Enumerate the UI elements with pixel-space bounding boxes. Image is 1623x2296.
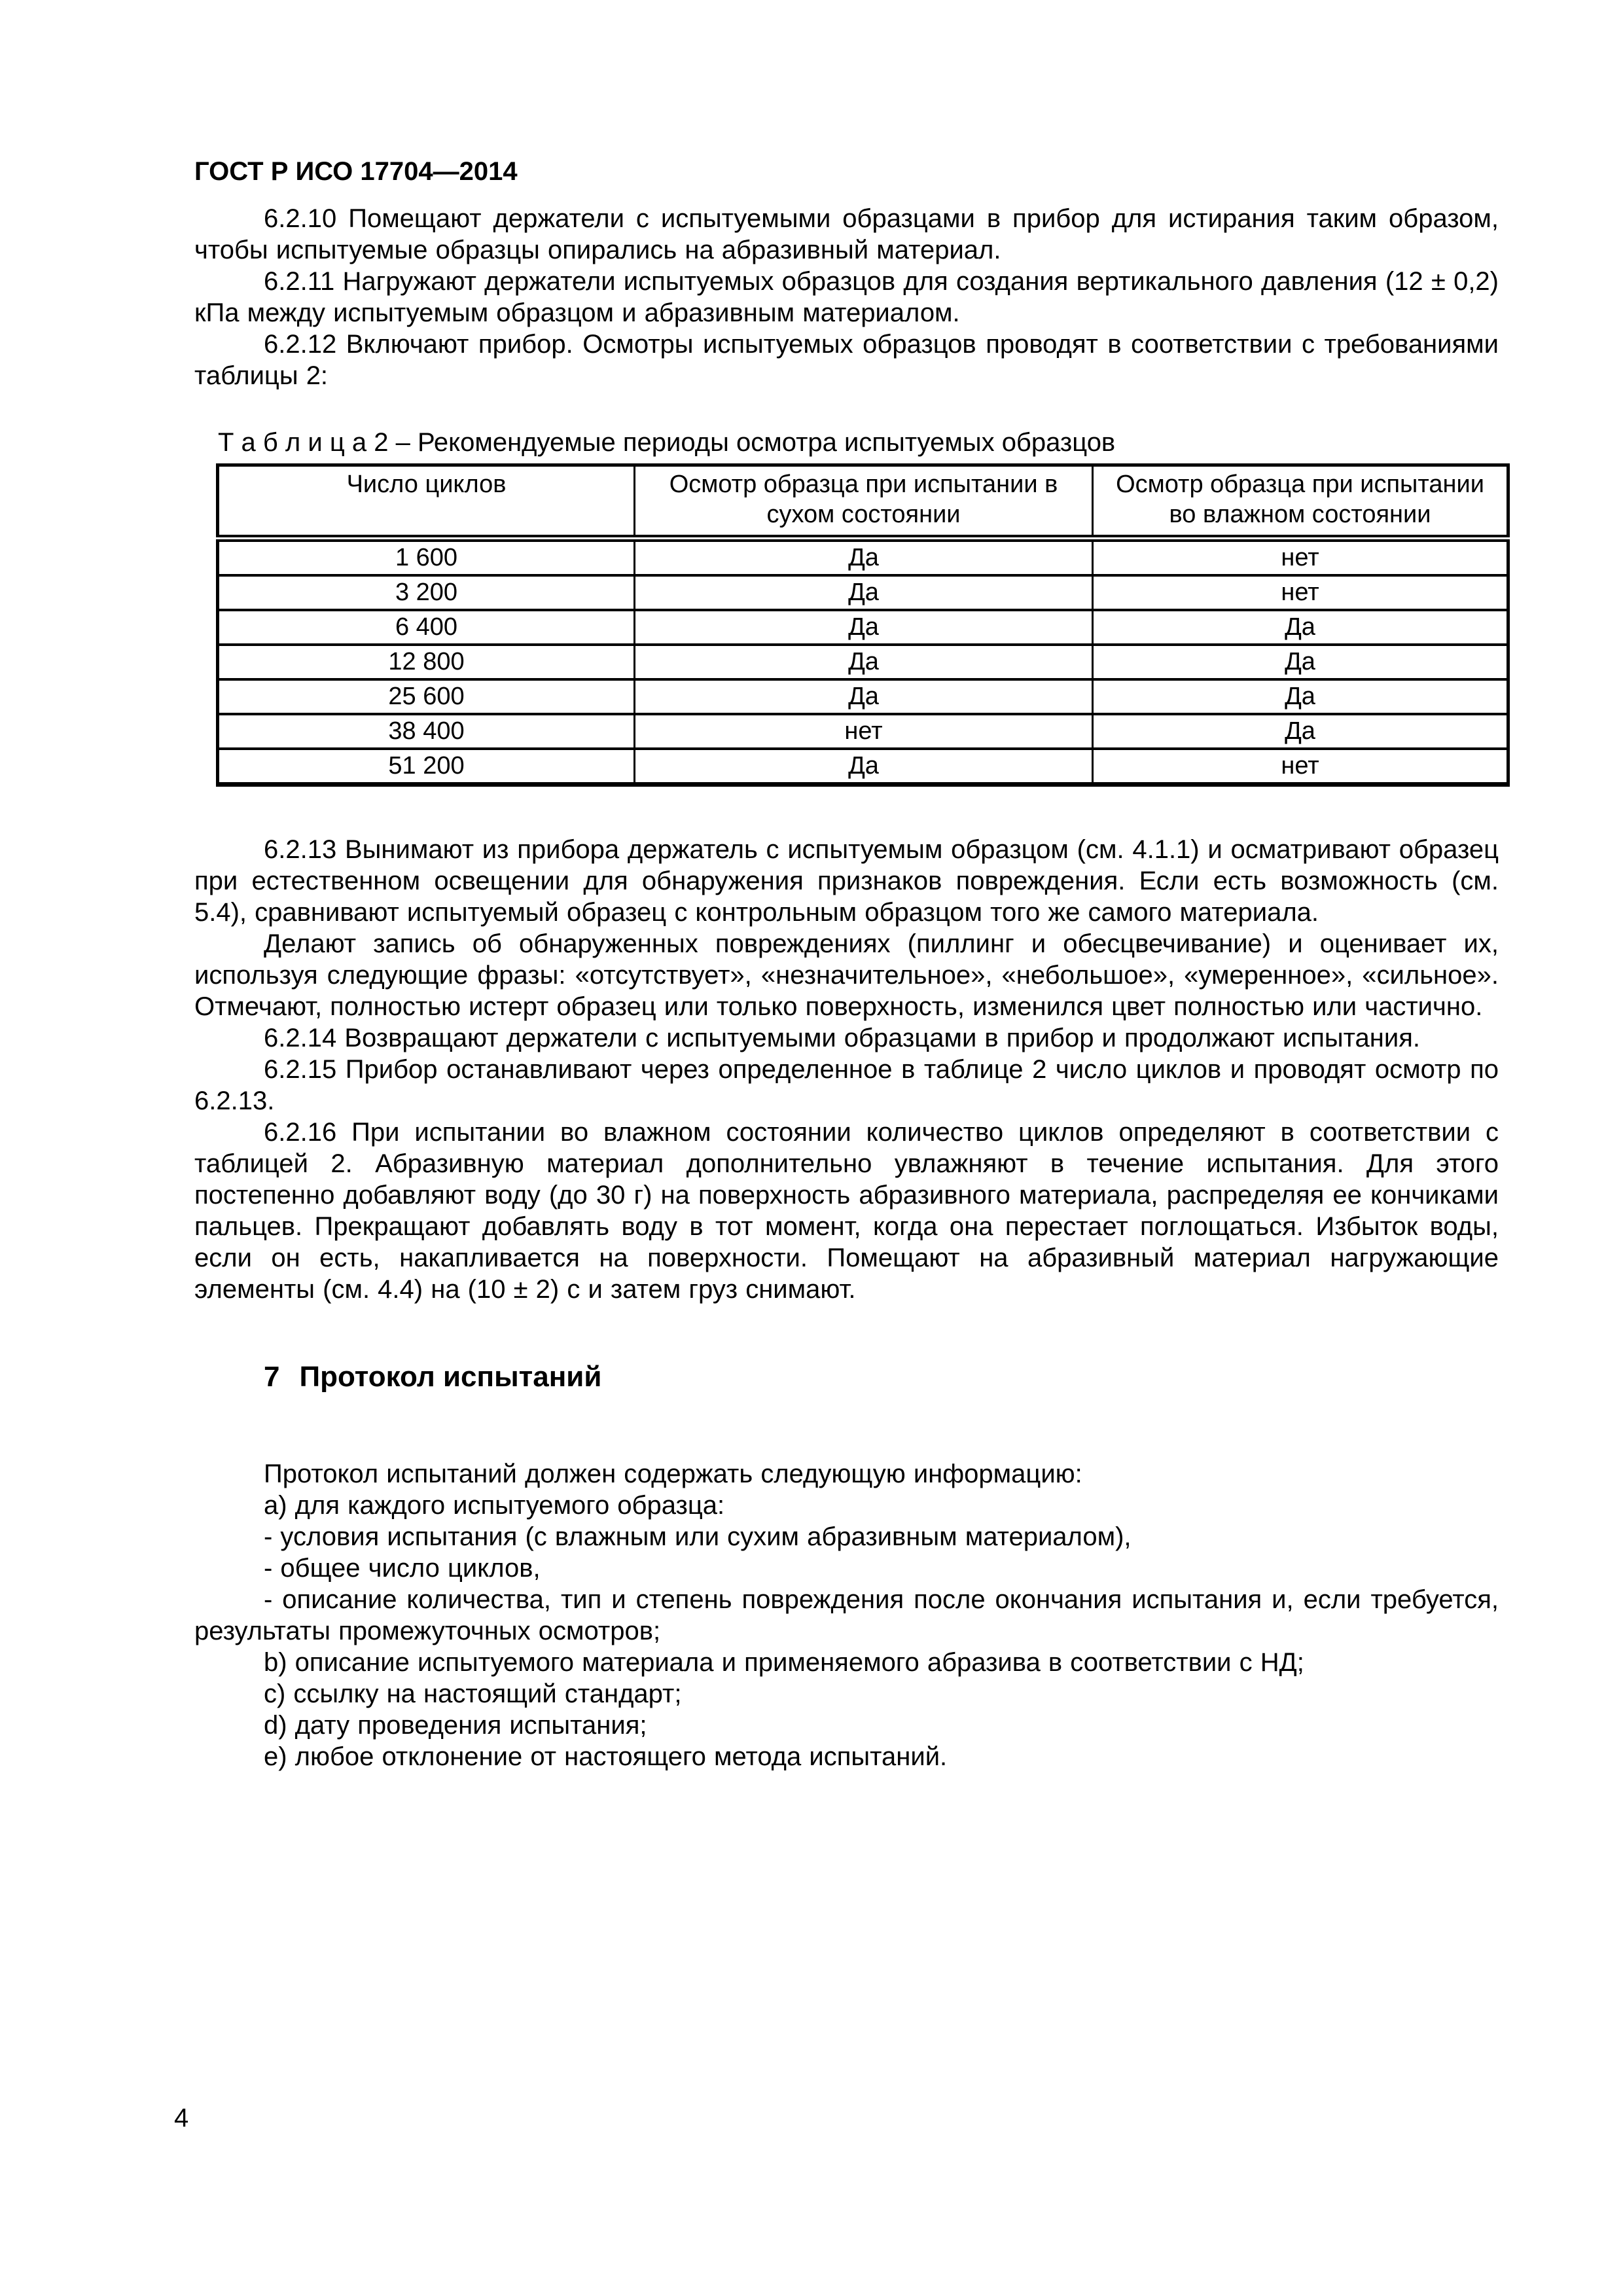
table-cell-wet: нет bbox=[1093, 575, 1508, 610]
section-7-number: 7 bbox=[264, 1361, 280, 1393]
paragraph-6-2-16: 6.2.16 При испытании во влажном состоянии количество циклов определяют в соответствии с таблицей 2. Абразивную материал дополнительно увлажняют в течение испытания. Для этого постепенно добавляют воду (до 30 г) на поверхность абразивного материала, распределяя ее кончиками пальцев. Прекращают добавлять воду в тот момент, когда она перестает поглощаться. Избыток воды, если он есть, накапливается на поверхности. Помещают на абразивный материал нагружающие элементы (см. 4.4) на (10 ± 2) с и затем груз снимают. bbox=[194, 1118, 1499, 1304]
section-7-heading bbox=[264, 1360, 1499, 1394]
table-cell-cycles: 38 400 bbox=[218, 714, 635, 749]
table-caption-label: Т а б л и ц а 2 bbox=[218, 428, 389, 457]
list-item-e: e) любое отклонение от настоящего метода испытаний. bbox=[264, 1742, 948, 1771]
table-header-row bbox=[218, 465, 1508, 539]
table-caption-text: – Рекомендуемые периоды осмотра испытуемых образцов bbox=[395, 428, 1116, 457]
paragraph-damage-record: Делают запись об обнаруженных повреждениях (пиллинг и обесцвечивание) и оценивает их, используя следующие фразы: «отсутствует», «незначительное», «небольшое», «умеренное», «сильное». Отмечают, полностью истерт образец или только поверхность, изменился цвет полностью или частично. bbox=[194, 929, 1499, 1021]
section-7-title: Протокол испытаний bbox=[299, 1361, 602, 1393]
paragraph-6-2-15: 6.2.15 Прибор останавливают через определенное в таблице 2 число циклов и проводят осмотр по 6.2.13. bbox=[194, 1055, 1499, 1115]
table-row bbox=[218, 610, 1508, 645]
table-row bbox=[218, 714, 1508, 749]
table-caption bbox=[218, 427, 1499, 458]
standard-code-header: ГОСТ Р ИСО 17704—2014 bbox=[194, 157, 518, 186]
table-cell-dry: Да bbox=[635, 645, 1093, 679]
column-header-wet: Осмотр образца при испытании во влажном состоянии bbox=[1093, 465, 1508, 539]
table-cell-dry: Да bbox=[635, 575, 1093, 610]
table-row bbox=[218, 575, 1508, 610]
table-cell-wet: нет bbox=[1093, 539, 1508, 576]
paragraph-6-2-11: 6.2.11 Нагружают держатели испытуемых образцов для создания вертикального давления (12 ± 0,2) кПа между испытуемым образцом и абразивным материалом. bbox=[194, 267, 1499, 327]
section-7-intro: Протокол испытаний должен содержать следующую информацию: bbox=[264, 1460, 1082, 1488]
table-cell-cycles: 3 200 bbox=[218, 575, 635, 610]
table-cell-cycles: 25 600 bbox=[218, 679, 635, 714]
table-cell-cycles: 51 200 bbox=[218, 749, 635, 785]
table-row bbox=[218, 539, 1508, 576]
table-row bbox=[218, 645, 1508, 679]
table-cell-dry: Да bbox=[635, 749, 1093, 785]
table-cell-dry: Да bbox=[635, 539, 1093, 576]
table-cell-cycles: 12 800 bbox=[218, 645, 635, 679]
table-cell-wet: Да bbox=[1093, 610, 1508, 645]
table-cell-wet: Да bbox=[1093, 645, 1508, 679]
table-body bbox=[218, 539, 1508, 785]
inspection-periods-table bbox=[216, 463, 1510, 787]
list-item-a: a) для каждого испытуемого образца: bbox=[264, 1491, 725, 1520]
list-item-d: d) дату проведения испытания; bbox=[264, 1711, 647, 1740]
paragraph-6-2-10: 6.2.10 Помещают держатели с испытуемыми образцами в прибор для истирания таким образом, чтобы испытуемые образцы опирались на абразивный материал. bbox=[194, 204, 1499, 264]
column-header-dry: Осмотр образца при испытании в сухом состоянии bbox=[635, 465, 1093, 539]
table-header bbox=[218, 465, 1508, 539]
list-item-dash-conditions: - условия испытания (с влажным или сухим абразивным материалом), bbox=[264, 1522, 1132, 1551]
table-cell-dry: нет bbox=[635, 714, 1093, 749]
table-row bbox=[218, 749, 1508, 785]
paragraph-6-2-12: 6.2.12 Включают прибор. Осмотры испытуемых образцов проводят в соответствии с требованиями таблицы 2: bbox=[194, 330, 1499, 390]
list-item-c: c) ссылку на настоящий стандарт; bbox=[264, 1679, 682, 1708]
table-cell-dry: Да bbox=[635, 679, 1093, 714]
table-cell-dry: Да bbox=[635, 610, 1093, 645]
column-header-cycles: Число циклов bbox=[218, 465, 635, 539]
table-cell-cycles: 6 400 bbox=[218, 610, 635, 645]
table-cell-wet: нет bbox=[1093, 749, 1508, 785]
table-cell-wet: Да bbox=[1093, 714, 1508, 749]
page-number: 4 bbox=[174, 2104, 189, 2132]
table-cell-cycles: 1 600 bbox=[218, 539, 635, 576]
paragraph-6-2-13: 6.2.13 Вынимают из прибора держатель с испытуемым образцом (см. 4.1.1) и осматривают образец при естественном освещении для обнаружения признаков повреждения. Если есть возможность (см. 5.4), сравнивают испытуемый образец с контрольным образцом того же самого материала. bbox=[194, 835, 1499, 927]
table-cell-wet: Да bbox=[1093, 679, 1508, 714]
list-item-dash-damage: - описание количества, тип и степень повреждения после окончания испытания и, если требуется, результаты промежуточных осмотров; bbox=[194, 1585, 1499, 1645]
table-row bbox=[218, 679, 1508, 714]
paragraph-6-2-14: 6.2.14 Возвращают держатели с испытуемыми образцами в прибор и продолжают испытания. bbox=[264, 1024, 1420, 1052]
list-item-dash-cycles: - общее число циклов, bbox=[264, 1554, 541, 1583]
list-item-b: b) описание испытуемого материала и применяемого абразива в соответствии с НД; bbox=[264, 1648, 1304, 1677]
